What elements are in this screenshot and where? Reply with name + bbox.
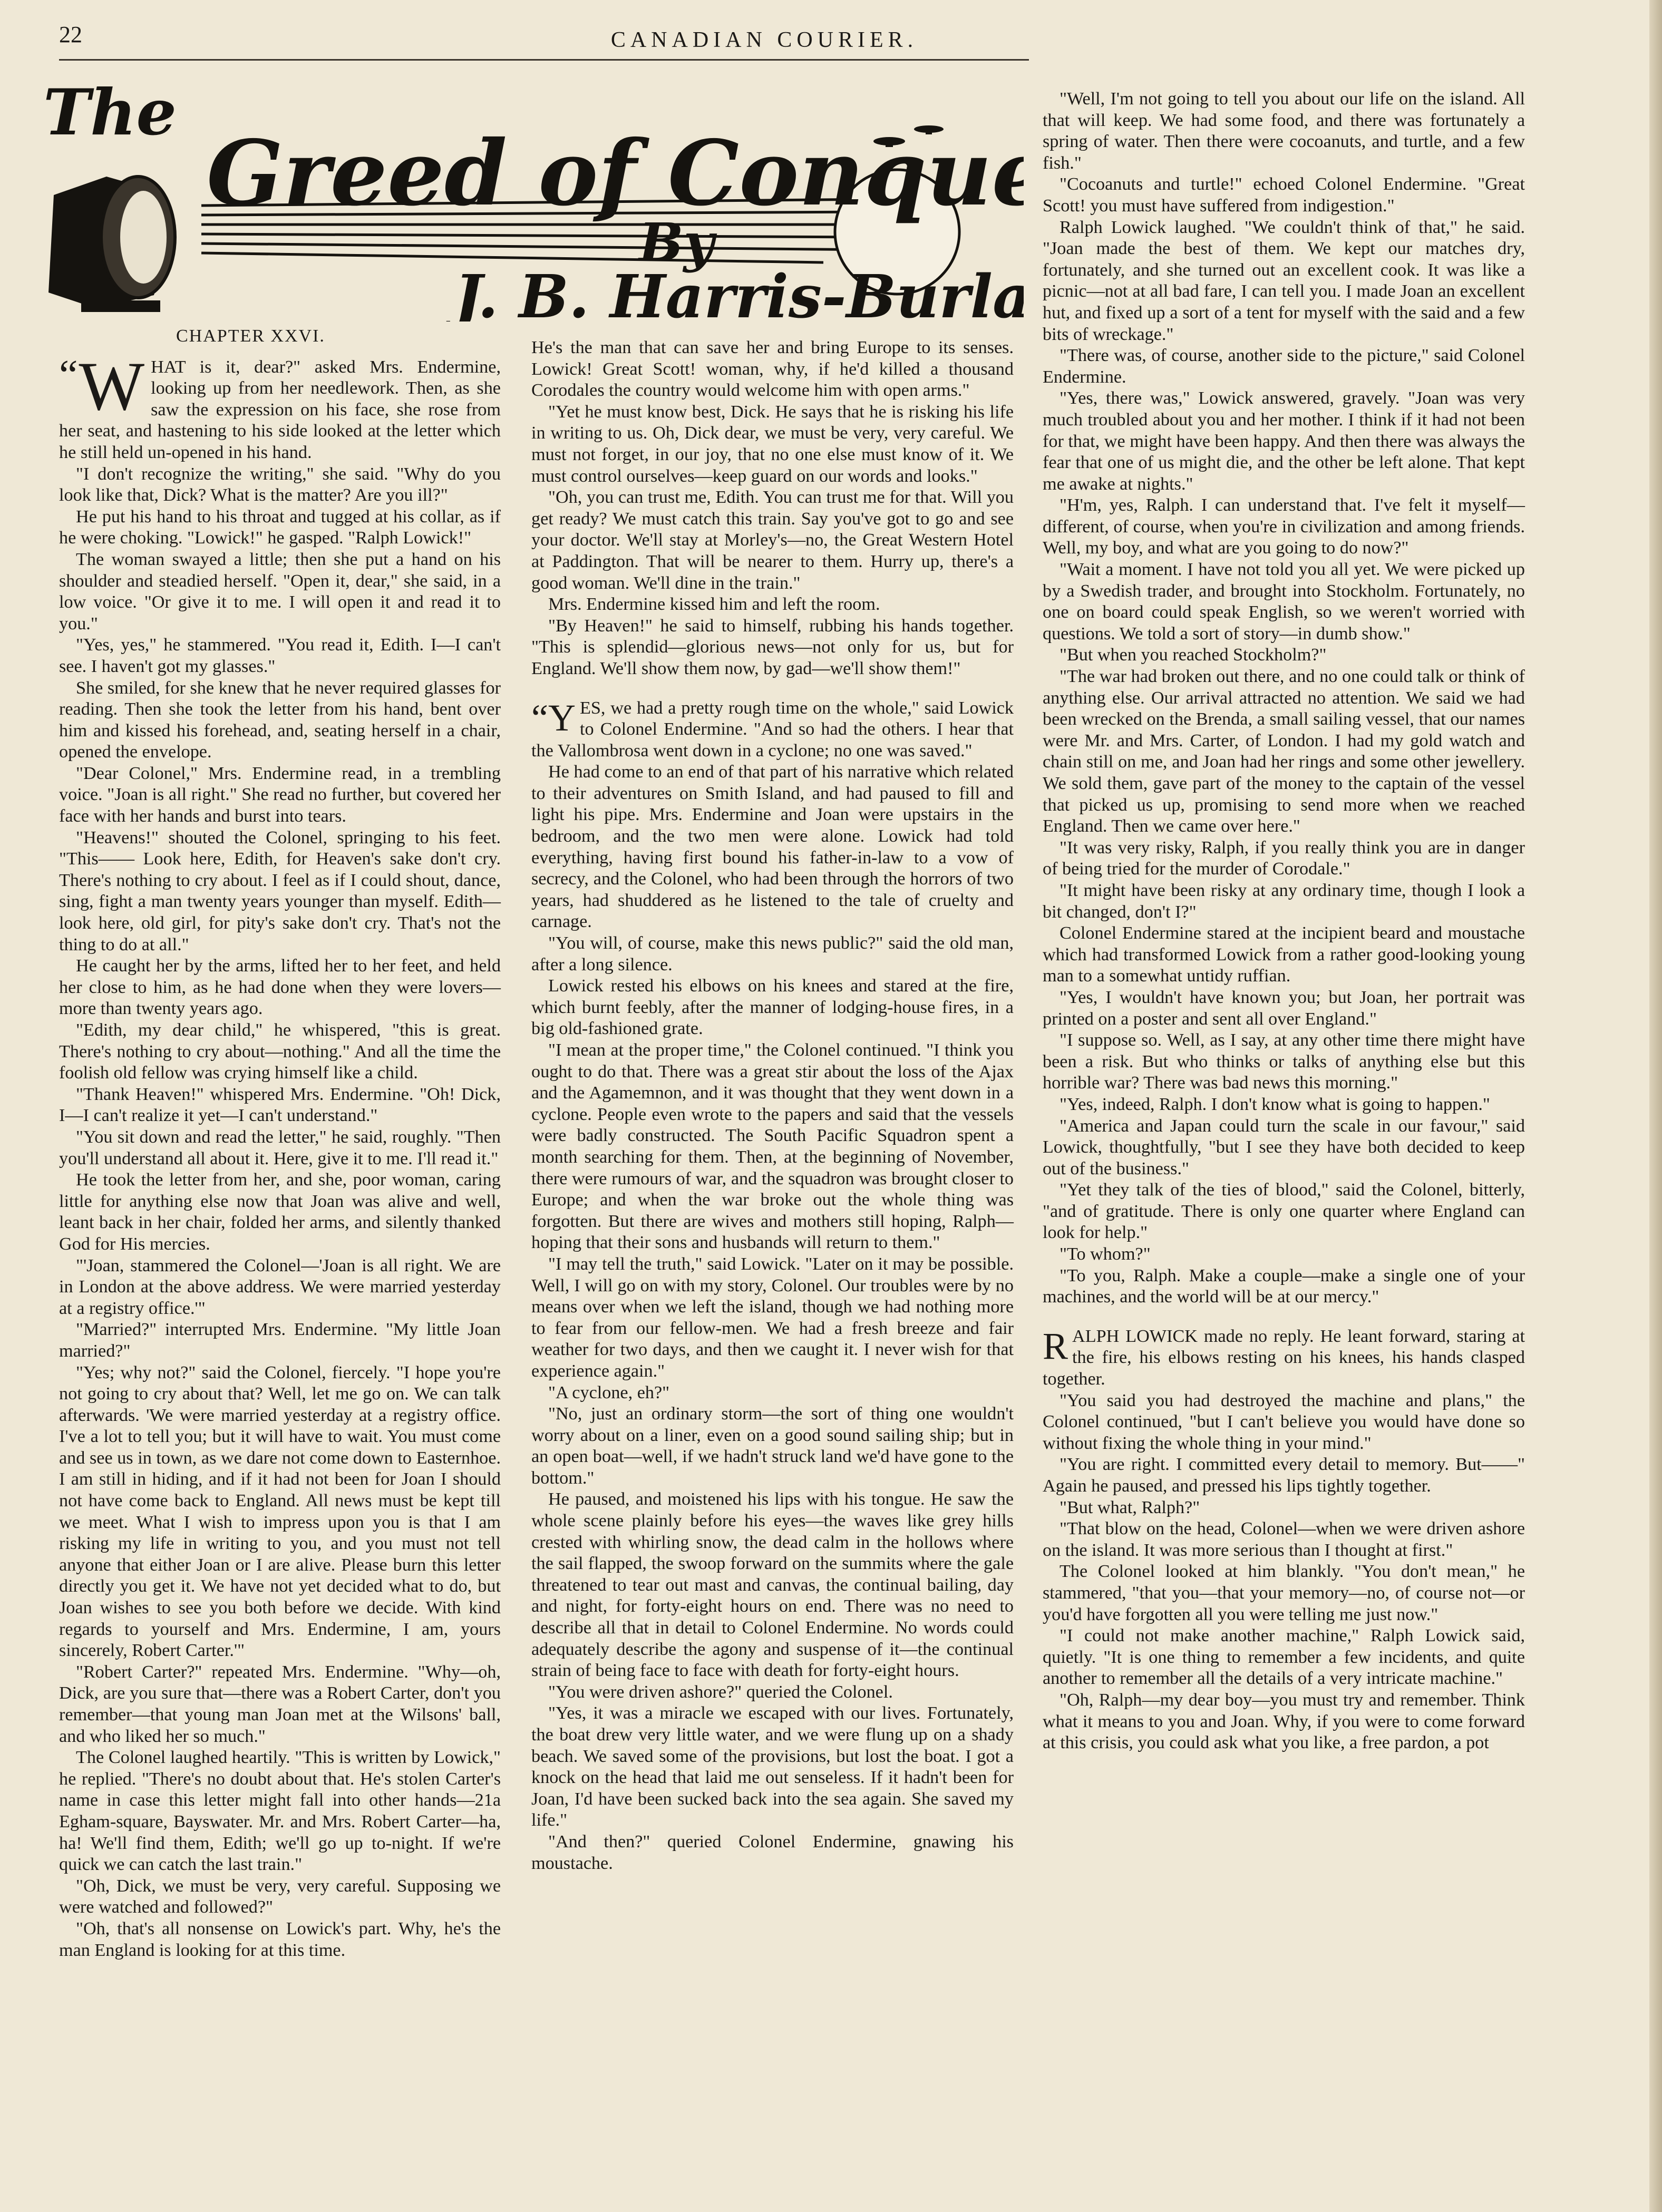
paragraph: Lowick rested his elbows on his knees and stared at the fire, which burnt feebly, after the manner of lodging-house fires, in a big old-fashioned grate. <box>531 976 1014 1039</box>
paragraph: "You will, of course, make this news public?" said the old man, after a long silence. <box>531 933 1014 975</box>
paragraph: "It was very risky, Ralph, if you really think you are in danger of being tried for the murder of Corodale." <box>1043 837 1525 879</box>
paragraph: "America and Japan could turn the scale in our favour," said Lowick, thoughtfully, "but I see they have both decided to keep out of the business." <box>1043 1116 1525 1178</box>
section-opening <box>1043 1326 1525 1390</box>
section-opening <box>531 698 1014 762</box>
paragraph: "Oh, that's all nonsense on Lowick's part. Why, he's the man England is looking for at this time. <box>59 1918 501 1960</box>
paragraph: She smiled, for she knew that he never required glasses for reading. Then she took the letter from his hand, bent over him and kissed his forehead, and, seating herself in a chair, opened the envelope. <box>59 678 501 762</box>
paragraph: "Yes; why not?" said the Colonel, fiercely. "I hope you're not going to cry about that? Well, let me go on. We can talk afterwards. 'We were married yesterday at a registry office. I've a lot to tell you; but it will have to wait. You must come and see us in town, as we dare not come down to Easternhoe. I am still in hiding, and if it had not been for Joan I should not have come back to England. All news must be kept till we meet. What I wish to impress upon you is that I am risking my life in writing to you, and you must not tell anyone that either Joan or I are alive. Please burn this letter directly you get it. We have not yet decided what to do, but Joan wishes to see you both before we decide. With kind regards to yourself and Mrs. Endermine, I am, yours sincerely, Robert Carter.'" <box>59 1362 501 1661</box>
paragraph: "Cocoanuts and turtle!" echoed Colonel Endermine. "Great Scott! you must have suffered from indigestion." <box>1043 174 1525 216</box>
paragraph: The woman swayed a little; then she put a hand on his shoulder and steadied herself. "Open it, dear," she said, in a low voice. "Or give it to me. I will open it and read it to you." <box>59 549 501 634</box>
paragraph: "Thank Heaven!" whispered Mrs. Endermine. "Oh! Dick, I—I can't realize it yet—I can't understand." <box>59 1084 501 1126</box>
opening-text: HAT is it, dear?" asked Mrs. Endermine, looking up from her needlework. Then, as she saw the expression on his face, she rose from her seat, and hastening to his side looked at the letter which he still held un-opened in his hand. <box>59 357 501 462</box>
running-head: CANADIAN COURIER. <box>610 28 918 52</box>
paragraph: "Married?" interrupted Mrs. Endermine. "My little Joan married?" <box>59 1320 501 1361</box>
section-opening-text: ES, we had a pretty rough time on the whole," said Lowick to Colonel Endermine. "And so had the others. I hear that the Vallombrosa went down in a cyclone; no one was saved." <box>531 698 1014 761</box>
paragraph: "That blow on the head, Colonel—when we were driven ashore on the island. It was more serious than I thought at first." <box>1043 1519 1525 1560</box>
paragraph: He's the man that can save her and bring Europe to its senses. Lowick! Great Scott! woman, why, if he'd killed a thousand Corodales the country would welcome him with open arms." <box>531 338 1014 401</box>
paragraph: "No, just an ordinary storm—the sort of thing one wouldn't worry about on a liner, even on a good sound sailing ship; but in an open boat—well, if we hadn't struck land we'd have gone to the bottom." <box>531 1404 1014 1488</box>
paragraph: "Oh, Ralph—my dear boy—you must try and remember. Think what it means to you and Joan. Why, if you were to come forward at this crisis, you could ask what you like, a free pardon, a pot <box>1043 1690 1525 1753</box>
paragraph: The Colonel looked at him blankly. "You don't mean," he stammered, "that you—that your memory—no, of course not—or you'd have forgotten all you were telling me just now." <box>1043 1562 1525 1624</box>
paragraph: "I may tell the truth," said Lowick. "Later on it may be possible. Well, I will go on with my story, Colonel. Our troubles were by no means over when we left the island, though we had nothing more to fear from our fellow-men. We had a fresh breeze and fair weather for two days, and then we caught it. I never wish for that experience again." <box>531 1254 1014 1381</box>
searchlight-icon <box>48 177 175 312</box>
masthead-title: Greed of Conqu <box>207 121 992 226</box>
paragraph: "A cyclone, eh?" <box>548 1382 670 1402</box>
story-masthead <box>33 74 1024 321</box>
paragraph: "Edith, my dear child," he whispered, "this is great. There's nothing to cry about—nothing." And all the time the foolish old fellow was crying himself like a child. <box>59 1020 501 1083</box>
paragraph: "Yes, yes," he stammered. "You read it, Edith. I—I can't see. I haven't got my glasses." <box>59 635 501 676</box>
section-initial: “Y <box>531 696 576 739</box>
opening-paragraph <box>59 347 501 464</box>
paragraph: "And then?" queried Colonel Endermine, gnawing his moustache. <box>531 1831 1014 1873</box>
paragraph: "To whom?" <box>1060 1244 1151 1264</box>
paragraph: "But when you reached Stockholm?" <box>1060 645 1327 665</box>
paragraph: "Yet they talk of the ties of blood," said the Colonel, bitterly, "and of gratitude. There is only one quarter where England can look for help." <box>1043 1180 1525 1243</box>
paragraph: "I don't recognize the writing," she said. "Why do you look like that, Dick? What is the matter? Are you ill?" <box>59 464 501 505</box>
paragraph: He put his hand to his throat and tugged at his collar, as if he were choking. "Lowick!" he gasped. "Ralph Lowick!" <box>59 506 501 548</box>
masthead-author: J. B. Harris-Burl <box>454 262 993 321</box>
paragraph: "I could not make another machine," Ralph Lowick said, quietly. "It is one thing to remember a few incidents, and quite another to remember all the details of a very intricate machine." <box>1043 1626 1525 1689</box>
paragraph: "Well, I'm not going to tell you about our life on the island. All that will keep. We had some food, and there was fortunately a spring of water. Then there were cocoanuts, and turtle, and a few fish." <box>1043 89 1525 173</box>
header-rule <box>59 59 1029 61</box>
section-opening-text: ALPH LOWICK made no reply. He leant forward, staring at the fire, his elbows resting on his knees, his hands clasped together. <box>1043 1326 1525 1389</box>
paragraph: "There was, of course, another side to the picture," said Colonel Endermine. <box>1043 346 1525 387</box>
paragraph: He caught her by the arms, lifted her to her feet, and held her close to him, as he had done when they were lovers—more than twenty years ago. <box>59 956 501 1019</box>
paragraph: "It might have been risky at any ordinary time, though I look a bit changed, don't I?" <box>1043 880 1525 922</box>
open-quote: “ <box>59 352 78 398</box>
column-3 <box>1043 89 1525 1754</box>
paragraph: "H'm, yes, Ralph. I can understand that. I've felt it myself—different, of course, when you're in civilization and among friends. Well, my boy, and what are you going to do now?" <box>1043 495 1525 558</box>
masthead-illustration <box>33 74 1024 321</box>
paragraph: "Oh, Dick, we must be very, very careful. Supposing we were watched and followed?" <box>59 1876 501 1917</box>
paragraph: He took the letter from her, and she, poor woman, caring little for anything else now that Joan was alive and well, leant back in her chair, folded her arms, and silently thanked God for His mercies. <box>59 1170 501 1254</box>
paragraph: "You sit down and read the letter," he said, roughly. "Then you'll understand all about it. Here, give it to me. I'll read it." <box>59 1127 501 1168</box>
column-1 <box>59 321 501 1961</box>
paragraph: "Yes, indeed, Ralph. I don't know what is going to happen." <box>1060 1094 1490 1114</box>
masthead-the: The <box>43 75 177 150</box>
paragraph: Mrs. Endermine kissed him and left the room. <box>548 595 880 615</box>
paragraph: "Wait a moment. I have not told you all yet. We were picked up by a Swedish trader, and brought into Stockholm. Fortunately, no one on board could speak English, so we weren't worried with questions. We told a sort of story—in dumb show." <box>1043 560 1525 644</box>
scan-edge <box>1649 0 1662 2212</box>
paragraph: "I mean at the proper time," the Colonel continued. "I think you ought to do that. There was a great stir about the loss of the Ajax and the Agamemnon, and it was thought that they went down in a cyclone. People even wrote to the papers and said that the vessels were badly constructed. The South Pacific Squadron spent a month searching for them. Then, at the beginning of November, there were rumours of war, and the squadron was brought closer to Europe; and when the war broke out the whole thing was forgotten. But there are wives and mothers still hoping, Ralph—hoping that their sons and husbands will return to them." <box>531 1040 1014 1253</box>
paragraph: "Robert Carter?" repeated Mrs. Endermine. "Why—oh, Dick, are you sure that—there was a Robert Carter, don't you remember—that young man Joan met at the Wilsons' ball, and who liked her so much." <box>59 1662 501 1746</box>
paragraph: Colonel Endermine stared at the incipient beard and moustache which had transformed Lowick from a rather good-looking young man to a somewhat untidy ruffian. <box>1043 923 1525 986</box>
paragraph: "Yet he must know best, Dick. He says that he is risking his life in writing to us. Oh, Dick dear, we must be very, very careful. We must not forget, in our joy, that no one else must know of it. We must control ourselves—keep guard on our words and looks." <box>531 402 1014 486</box>
column-2 <box>531 337 1014 1874</box>
paragraph: "Oh, you can trust me, Edith. You can trust me for that. Will you get ready? We must catch this train. Say you've got to go and see your doctor. We'll stay at Morley's—no, the Great Western Hotel at Paddington. That will be nearer to them. Hurry up, there's a good woman. We'll dine in the train." <box>531 488 1014 593</box>
paragraph: "I suppose so. Well, as I say, at any other time there might have been a risk. But who thinks or talks of anything else but this horrible war? There was bad news this morning." <box>1043 1030 1525 1093</box>
paragraph: "You said you had destroyed the machine and plans," the Colonel continued, "but I can't believe you would have done so without fixing the whole thing in your mind." <box>1043 1390 1525 1453</box>
paragraph: He paused, and moistened his lips with his tongue. He saw the whole scene plainly before his eyes—the waves like grey hills crested with whirling snow, the dead calm in the hollows where the sail flapped, the swoop forward on the summits where the gale threatened to tear out mast and canvas, the continual bailing, day and night, for forty-eight hours on end. There was no need to describe all that in detail to Colonel Endermine. No words could adequately describe the agony and suspense of it—the continual strain of being face to face with death for forty-eight hours. <box>531 1489 1014 1681</box>
paragraph: The Colonel laughed heartily. "This is written by Lowick," he replied. "There's no doubt about that. He's stolen Carter's name in case this letter might fall into other hands—21a Egham-square, Bayswater. Mr. and Mrs. Robert Carter—ha, ha! We'll find them, Edith; we'll go up to-night. If we're quick we can catch the last train." <box>59 1748 501 1875</box>
paragraph: He had come to an end of that part of his narrative which related to their adventures on Smith Island, and had paused to fill and light his pipe. Mrs. Endermine and Joan were upstairs in the bedroom, and the two men were alone. Lowick had told everything, having first bound his father-in-law to a vow of secrecy, and the Colonel, who had been through the horrors of two years, had shuddered as he listened to the tale of cruelty and carnage. <box>531 762 1014 932</box>
section-initial: R <box>1043 1324 1068 1367</box>
paragraph: "Yes, there was," Lowick answered, gravely. "Joan was very much troubled about you and her mother. I think if it had not been for that, we might have been happy. And then there was always the fear that one of us might die, and the other be left alone. That kept me awake at nights." <box>1043 388 1525 494</box>
paragraph: "By Heaven!" he said to himself, rubbing his hands together. "This is splendid—glorious news—not only for us, but for England. We'll show them now, by gad—we'll show them!" <box>531 616 1014 678</box>
chapter-heading: CHAPTER XXVI. <box>176 326 325 346</box>
paragraph: "But what, Ralph?" <box>1060 1497 1200 1517</box>
paragraph: "You were driven ashore?" queried the Colonel. <box>548 1682 893 1702</box>
masthead-by: By <box>639 211 714 274</box>
drop-cap: W <box>79 347 145 425</box>
paragraph: "You are right. I committed every detail to memory. But——" Again he paused, and pressed his lips tightly together. <box>1043 1455 1525 1496</box>
paragraph: "Yes, I wouldn't have known you; but Joan, her portrait was printed on a poster and sent all over England." <box>1043 987 1525 1029</box>
paragraph: "To you, Ralph. Make a couple—make a single one of your machines, and the world will be at our mercy." <box>1043 1265 1525 1307</box>
paragraph: "Dear Colonel," Mrs. Endermine read, in a trembling voice. "Joan is all right." She read no further, but covered her face with her hands and burst into tears. <box>59 763 501 826</box>
paragraph: "Heavens!" shouted the Colonel, springing to his feet. "This—— Look here, Edith, for Heaven's sake don't cry. There's nothing to cry about. I feel as if I could shout, dance, sing, fight a man twenty years younger than myself. Edith—look here, old girl, for pity's sake don't cry. That's not the thing to do at all." <box>59 827 501 954</box>
page-number: 22 <box>59 22 82 47</box>
paragraph: "Yes, it was a miracle we escaped with our lives. Fortunately, the boat drew very little water, and we were flung up on a shady beach. We saved some of the provisions, but lost the boat. I got a knock on the head that laid me out senseless. If it hadn't been for Joan, I'd have been sucked back into the sea again. She saved my life." <box>531 1703 1014 1830</box>
paragraph: "'Joan, stammered the Colonel—'Joan is all right. We are in London at the above address. We were married yesterday at a registry office.'" <box>59 1255 501 1318</box>
paragraph: Ralph Lowick laughed. "We couldn't think of that," he said. "Joan made the best of them. We kept our matches dry, fortunately, and she turned out an excellent cook. It was like a picnic—not at all bad fare, I can tell you. I made Joan an excellent hut, and fixed up a sort of a tent for myself with the said and a few bits of wreckage." <box>1043 217 1525 344</box>
paragraph: "The war had broken out there, and no one could talk or think of anything else. Our arrival attracted no attention. We said we had been wrecked on the Brenda, a small sailing vessel, that our names were Mr. and Mrs. Carter, of London. I had my gold watch and chain still on me, and Joan had her rings and some other jewellery. We sold them, gave part of the money to the captain of the vessel that picked us up, promising to send more when we reached England. Then we came over here." <box>1043 667 1525 836</box>
